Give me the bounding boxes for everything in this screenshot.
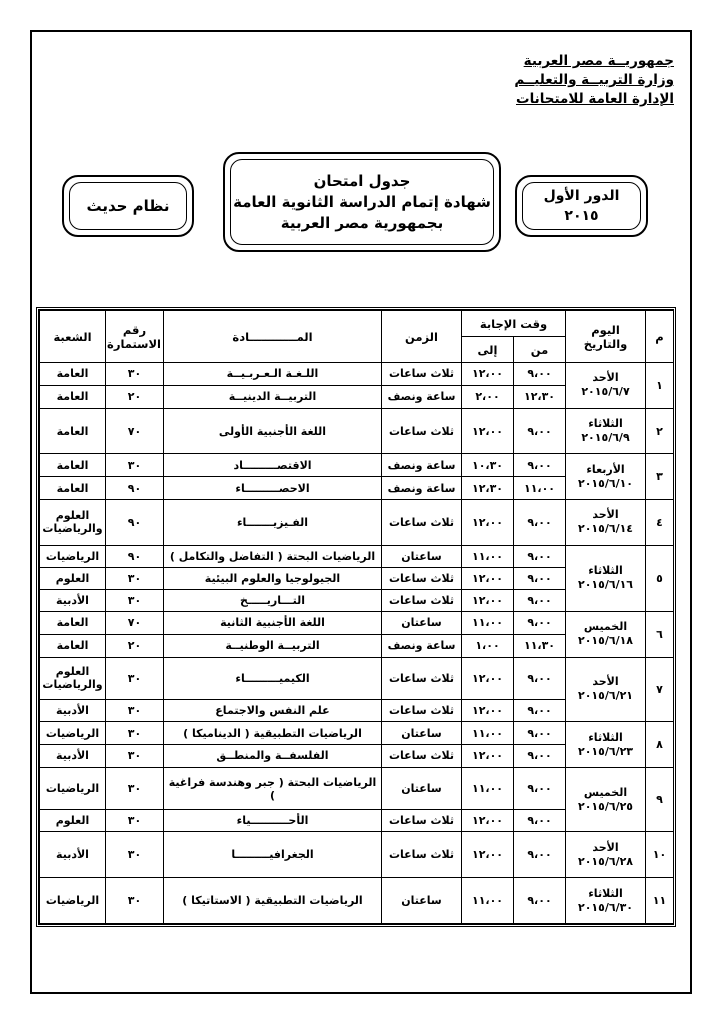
time-from: ٩،٠٠ — [514, 567, 566, 589]
day-date-cell — [566, 657, 646, 722]
exam-date: ٢٠١٥/٦/٧ — [581, 385, 630, 399]
subject: اللغة الأجنبية الثانية — [164, 611, 382, 634]
exam-date: ٢٠١٥/٦/٣٠ — [577, 900, 634, 914]
subject: علم النفس والاجتماع — [164, 700, 382, 722]
form-number: ٣٠ — [106, 745, 164, 768]
day-name: الأحد — [592, 840, 619, 854]
table-row — [40, 408, 674, 454]
duration: ساعتان — [382, 611, 462, 634]
time-to: ١٢،٠٠ — [462, 500, 514, 546]
exam-date: ٢٠١٥/٦/١٦ — [577, 578, 634, 592]
time-from: ٩،٠٠ — [514, 408, 566, 454]
form-number: ٣٠ — [106, 878, 164, 924]
duration: ساعتان — [382, 722, 462, 745]
ministry-line-country: جمهوريــة مصر العربية — [523, 53, 674, 69]
day-date-cell — [566, 767, 646, 832]
branch: الأدبية — [40, 745, 106, 768]
day-number: ٦ — [646, 611, 674, 657]
session-year: ٢٠١٥ — [564, 208, 599, 224]
time-to: ١٠،٣٠ — [462, 454, 514, 477]
day-number: ٨ — [646, 722, 674, 768]
branch: الرياضيات — [40, 545, 106, 567]
subject: الرياضيات التطبيقية ( الاستاتيكا ) — [164, 878, 382, 924]
time-to: ١٢،٠٠ — [462, 832, 514, 878]
ministry-header — [514, 52, 674, 109]
day-number: ٩ — [646, 767, 674, 832]
header-to: إلى — [462, 337, 514, 363]
day-name: الأربعاء — [586, 462, 625, 476]
subject: الجيولوجيا والعلوم البيئية — [164, 567, 382, 589]
branch: العلوم والرياضيات — [40, 657, 106, 700]
subject: اللـغـة الـعـربـيــة — [164, 363, 382, 386]
day-date-cell — [566, 611, 646, 657]
exam-date: ٢٠١٥/٦/٢٥ — [577, 799, 634, 813]
time-from: ٩،٠٠ — [514, 545, 566, 567]
subject: الرياضيات البحتة ( التفاضل والتكامل ) — [164, 545, 382, 567]
subject: الفلسفــة والمنطــق — [164, 745, 382, 768]
ministry-line-department: الإدارة العامة للامتحانات — [516, 91, 674, 107]
duration: ساعة ونصف — [382, 634, 462, 657]
form-number: ٣٠ — [106, 657, 164, 700]
ministry-line-ministry: وزارة التربيــة والتعليــم — [514, 72, 674, 88]
duration: ثلاث ساعات — [382, 363, 462, 386]
form-number: ٣٠ — [106, 722, 164, 745]
form-number: ٢٠ — [106, 634, 164, 657]
time-from: ١٢،٣٠ — [514, 385, 566, 408]
header-from: من — [514, 337, 566, 363]
day-name: الثلاثاء — [588, 886, 623, 900]
duration: ساعة ونصف — [382, 454, 462, 477]
title-box — [223, 152, 501, 252]
table-row — [40, 545, 674, 567]
branch: الرياضيات — [40, 722, 106, 745]
subject: الاحصـــــــــاء — [164, 477, 382, 500]
table-row — [40, 611, 674, 634]
time-to: ١١،٠٠ — [462, 878, 514, 924]
time-to: ١١،٠٠ — [462, 722, 514, 745]
form-number: ٣٠ — [106, 567, 164, 589]
subject: الأحــــــــــياء — [164, 810, 382, 832]
branch: الأدبية — [40, 700, 106, 722]
time-to: ١٢،٣٠ — [462, 477, 514, 500]
header-day-date: اليوم والتاريخ — [566, 311, 646, 363]
branch: العامة — [40, 408, 106, 454]
subject: الجغرافيـــــــــا — [164, 832, 382, 878]
time-to: ١١،٠٠ — [462, 545, 514, 567]
branch: العامة — [40, 634, 106, 657]
duration: ساعة ونصف — [382, 477, 462, 500]
time-to: ١٢،٠٠ — [462, 567, 514, 589]
time-to: ١٢،٠٠ — [462, 408, 514, 454]
duration: ثلاث ساعات — [382, 408, 462, 454]
time-from: ٩،٠٠ — [514, 657, 566, 700]
exam-date: ٢٠١٥/٦/١٠ — [577, 476, 634, 490]
system-box — [62, 175, 194, 237]
time-from: ٩،٠٠ — [514, 700, 566, 722]
subject: الرياضيات البحتة ( جبر وهندسة فراغية ) — [164, 767, 382, 810]
table-row — [40, 878, 674, 924]
subject: التربيــة الوطنيــة — [164, 634, 382, 657]
branch: الرياضيات — [40, 767, 106, 810]
table-row — [40, 454, 674, 477]
duration: ساعتان — [382, 767, 462, 810]
time-from: ٩،٠٠ — [514, 810, 566, 832]
branch: الأدبية — [40, 589, 106, 611]
day-date-cell — [566, 832, 646, 878]
branch: الأدبية — [40, 832, 106, 878]
time-to: ١،٠٠ — [462, 634, 514, 657]
header-form-no: رقم الاستمارة — [106, 311, 164, 363]
header-answer-time: وقت الإجابة — [462, 311, 566, 337]
day-number: ٣ — [646, 454, 674, 500]
day-date-cell — [566, 722, 646, 768]
time-to: ١٢،٠٠ — [462, 589, 514, 611]
header-branch: الشعبة — [40, 311, 106, 363]
subject: الكيميـــــــــاء — [164, 657, 382, 700]
day-number: ٧ — [646, 657, 674, 722]
day-number: ١٠ — [646, 832, 674, 878]
exam-schedule-table-frame — [36, 307, 676, 927]
exam-date: ٢٠١٥/٦/٢٣ — [577, 744, 634, 758]
day-name: الثلاثاء — [588, 730, 623, 744]
table-row — [40, 657, 674, 700]
form-number: ٧٠ — [106, 408, 164, 454]
form-number: ٩٠ — [106, 500, 164, 546]
time-from: ٩،٠٠ — [514, 767, 566, 810]
branch: العلوم — [40, 567, 106, 589]
exam-date: ٢٠١٥/٦/٢١ — [577, 689, 634, 703]
duration: ثلاث ساعات — [382, 500, 462, 546]
table-row — [40, 767, 674, 810]
time-to: ١١،٠٠ — [462, 611, 514, 634]
schedule-body — [40, 363, 674, 924]
day-name: الأحد — [592, 675, 619, 689]
exam-date: ٢٠١٥/٦/١٤ — [577, 522, 634, 536]
day-date-cell — [566, 500, 646, 546]
time-to: ١١،٠٠ — [462, 767, 514, 810]
duration: ثلاث ساعات — [382, 745, 462, 768]
day-date-cell — [566, 545, 646, 611]
duration: ثلاث ساعات — [382, 567, 462, 589]
day-number: ٥ — [646, 545, 674, 611]
day-number: ١١ — [646, 878, 674, 924]
day-name: الأحد — [592, 371, 619, 385]
time-to: ١٢،٠٠ — [462, 363, 514, 386]
time-from: ٩،٠٠ — [514, 454, 566, 477]
table-row — [40, 832, 674, 878]
day-date-cell — [566, 878, 646, 924]
branch: العلوم والرياضيات — [40, 500, 106, 546]
form-number: ٣٠ — [106, 700, 164, 722]
duration: ساعة ونصف — [382, 385, 462, 408]
form-number: ٩٠ — [106, 545, 164, 567]
time-from: ٩،٠٠ — [514, 611, 566, 634]
time-to: ٢،٠٠ — [462, 385, 514, 408]
header-subject: المــــــــــــادة — [164, 311, 382, 363]
subject: التربيــة الدينيــة — [164, 385, 382, 408]
duration: ثلاث ساعات — [382, 810, 462, 832]
day-name: الخميس — [583, 785, 628, 799]
header-num: م — [646, 311, 674, 363]
time-to: ١٢،٠٠ — [462, 745, 514, 768]
day-number: ٢ — [646, 408, 674, 454]
subject: الرياضيات التطبيقية ( الديناميكا ) — [164, 722, 382, 745]
day-date-cell — [566, 363, 646, 409]
branch: العامة — [40, 385, 106, 408]
branch: العامة — [40, 477, 106, 500]
table-row — [40, 363, 674, 386]
time-from: ٩،٠٠ — [514, 363, 566, 386]
form-number: ٣٠ — [106, 454, 164, 477]
form-number: ٣٠ — [106, 810, 164, 832]
form-number: ٣٠ — [106, 589, 164, 611]
header-duration: الزمن — [382, 311, 462, 363]
exam-schedule-table — [39, 310, 674, 924]
duration: ثلاث ساعات — [382, 657, 462, 700]
time-from: ١١،٠٠ — [514, 477, 566, 500]
time-from: ٩،٠٠ — [514, 589, 566, 611]
time-to: ١٢،٠٠ — [462, 810, 514, 832]
form-number: ٣٠ — [106, 363, 164, 386]
time-from: ٩،٠٠ — [514, 500, 566, 546]
table-row — [40, 500, 674, 546]
title-line-3: بجمهورية مصر العربية — [280, 213, 444, 232]
day-name: الثلاثاء — [588, 564, 623, 578]
time-from: ٩،٠٠ — [514, 722, 566, 745]
time-to: ١٢،٠٠ — [462, 700, 514, 722]
branch: العامة — [40, 611, 106, 634]
day-number: ٤ — [646, 500, 674, 546]
session-label: الدور الأول — [543, 188, 620, 204]
system-label: نظام حديث — [86, 197, 170, 215]
duration: ثلاث ساعات — [382, 589, 462, 611]
day-name: الخميس — [583, 620, 628, 634]
time-from: ٩،٠٠ — [514, 878, 566, 924]
duration: ثلاث ساعات — [382, 832, 462, 878]
time-from: ٩،٠٠ — [514, 832, 566, 878]
exam-date: ٢٠١٥/٦/٩ — [581, 431, 630, 445]
day-name: الأحد — [592, 508, 619, 522]
form-number: ٩٠ — [106, 477, 164, 500]
duration: ساعتان — [382, 878, 462, 924]
form-number: ٣٠ — [106, 767, 164, 810]
form-number: ٣٠ — [106, 832, 164, 878]
table-row — [40, 722, 674, 745]
subject: اللغة الأجنبية الأولى — [164, 408, 382, 454]
duration: ساعتان — [382, 545, 462, 567]
day-date-cell — [566, 408, 646, 454]
time-from: ١١،٣٠ — [514, 634, 566, 657]
session-box — [515, 175, 648, 237]
form-number: ٢٠ — [106, 385, 164, 408]
day-number: ١ — [646, 363, 674, 409]
exam-date: ٢٠١٥/٦/١٨ — [577, 634, 634, 648]
exam-date: ٢٠١٥/٦/٢٨ — [577, 854, 634, 868]
day-name: الثلاثاء — [588, 417, 623, 431]
branch: العامة — [40, 363, 106, 386]
subject: الفـيزيـــــــاء — [164, 500, 382, 546]
duration: ثلاث ساعات — [382, 700, 462, 722]
subject: الاقتصـــــــــاد — [164, 454, 382, 477]
branch: الرياضيات — [40, 878, 106, 924]
time-to: ١٢،٠٠ — [462, 657, 514, 700]
time-from: ٩،٠٠ — [514, 745, 566, 768]
form-number: ٧٠ — [106, 611, 164, 634]
title-line-1: جدول امتحان — [313, 171, 411, 190]
subject: التـــاريـــــخ — [164, 589, 382, 611]
title-line-2: شهادة إتمام الدراسة الثانوية العامة — [233, 192, 491, 211]
branch: العامة — [40, 454, 106, 477]
branch: العلوم — [40, 810, 106, 832]
day-date-cell — [566, 454, 646, 500]
